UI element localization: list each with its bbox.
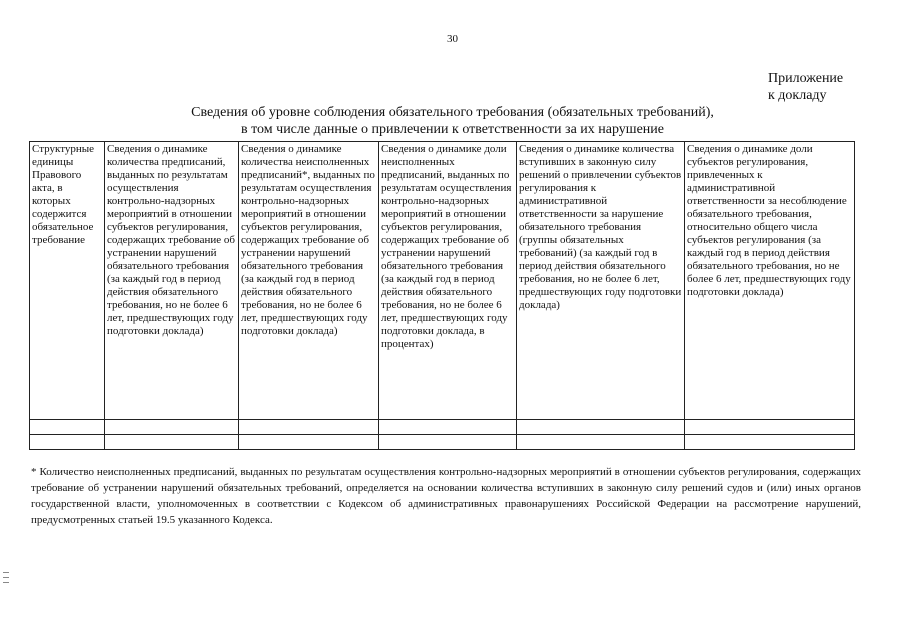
title-line-1: Сведения об уровне соблюдения обязательного требования (обязательных требований), [191,105,714,120]
appendix-line-2: к докладу [768,88,827,103]
table-cell [517,435,685,450]
compliance-table [29,141,855,450]
table-cell [239,435,379,450]
appendix-line-1: Приложение [768,71,844,86]
header-liable-share: Сведения о динамике доли субъектов регулирования, привлеченных к административной ответственности за несоблюдение обязательного требования, относительно общего числа субъектов регулирования (за каждый год в период действия обязательного требования, но не более 6 лет, предшествующих году подготовки доклада) [685,142,855,420]
title-line-2: в том числе данные о привлечении к ответственности за их нарушение [241,122,664,137]
header-liability-decisions: Сведения о динамике количества вступивших в законную силу решений о привлечении субъектов регулирования к административной ответственности за нарушение обязательного требования (группы обязательных требований) (за каждый год в период действия обязательного требования, но не более 6 лет, предшествующих году подготовки доклада) [517,142,685,420]
table-cell [30,435,105,450]
margin-mark [3,577,9,578]
header-unexecuted-prescriptions: Сведения о динамике количества неисполненных предписаний*, выданных по результатам осуществления контрольно-надзорных мероприятий в отношении субъектов регулирования, содержащих требование об устранении нарушений обязательного требования (за каждый год в период действия обязательного требования, но не более 6 лет, предшествующих году подготовки доклада) [239,142,379,420]
table-cell [105,435,239,450]
header-structural-units: Структурные единицы Правового акта, в которых содержится обязательное требование [30,142,105,420]
table-cell [30,420,105,435]
table-row [30,435,855,450]
footnote: * Количество неисполненных предписаний, выданных по результатам осуществления контрольно-надзорных мероприятий в отношении субъектов регулирования, содержащих требование об устранении нарушений обязательных требований, определяется на основании количества вступивших в законную силу решений судов и (или) иных органов государственной власти, уполномоченных в соответствии с Кодексом об административных правонарушениях Российской Федерации на рассмотрение нарушений, предусмотренных статьей 19.5 указанного Кодекса. [31,466,861,526]
table-cell [105,420,239,435]
margin-mark [3,572,9,573]
table-cell [379,420,517,435]
table-header-row [30,142,855,420]
document-title [0,104,905,138]
appendix-label [768,70,888,104]
margin-mark [3,582,9,583]
table-cell [685,435,855,450]
table-cell [685,420,855,435]
table-cell [517,420,685,435]
table-cell [239,420,379,435]
table-cell [379,435,517,450]
header-prescriptions-issued: Сведения о динамике количества предписаний, выданных по результатам осуществления контрольно-надзорных мероприятий в отношении субъектов регулирования, содержащих требование об устранении нарушений обязательного требования (за каждый год в период действия обязательного требования, но не более 6 лет, предшествующих году подготовки доклада) [105,142,239,420]
page-number: 30 [447,33,458,45]
header-unexecuted-share: Сведения о динамике доли неисполненных предписаний, выданных по результатам осуществления контрольно-надзорных мероприятий в отношении субъектов регулирования, содержащих требование об устранении нарушений обязательного требования (за каждый год в период действия обязательного требования, но не более 6 лет, предшествующих году подготовки доклада, в процентах) [379,142,517,420]
table-row [30,420,855,435]
